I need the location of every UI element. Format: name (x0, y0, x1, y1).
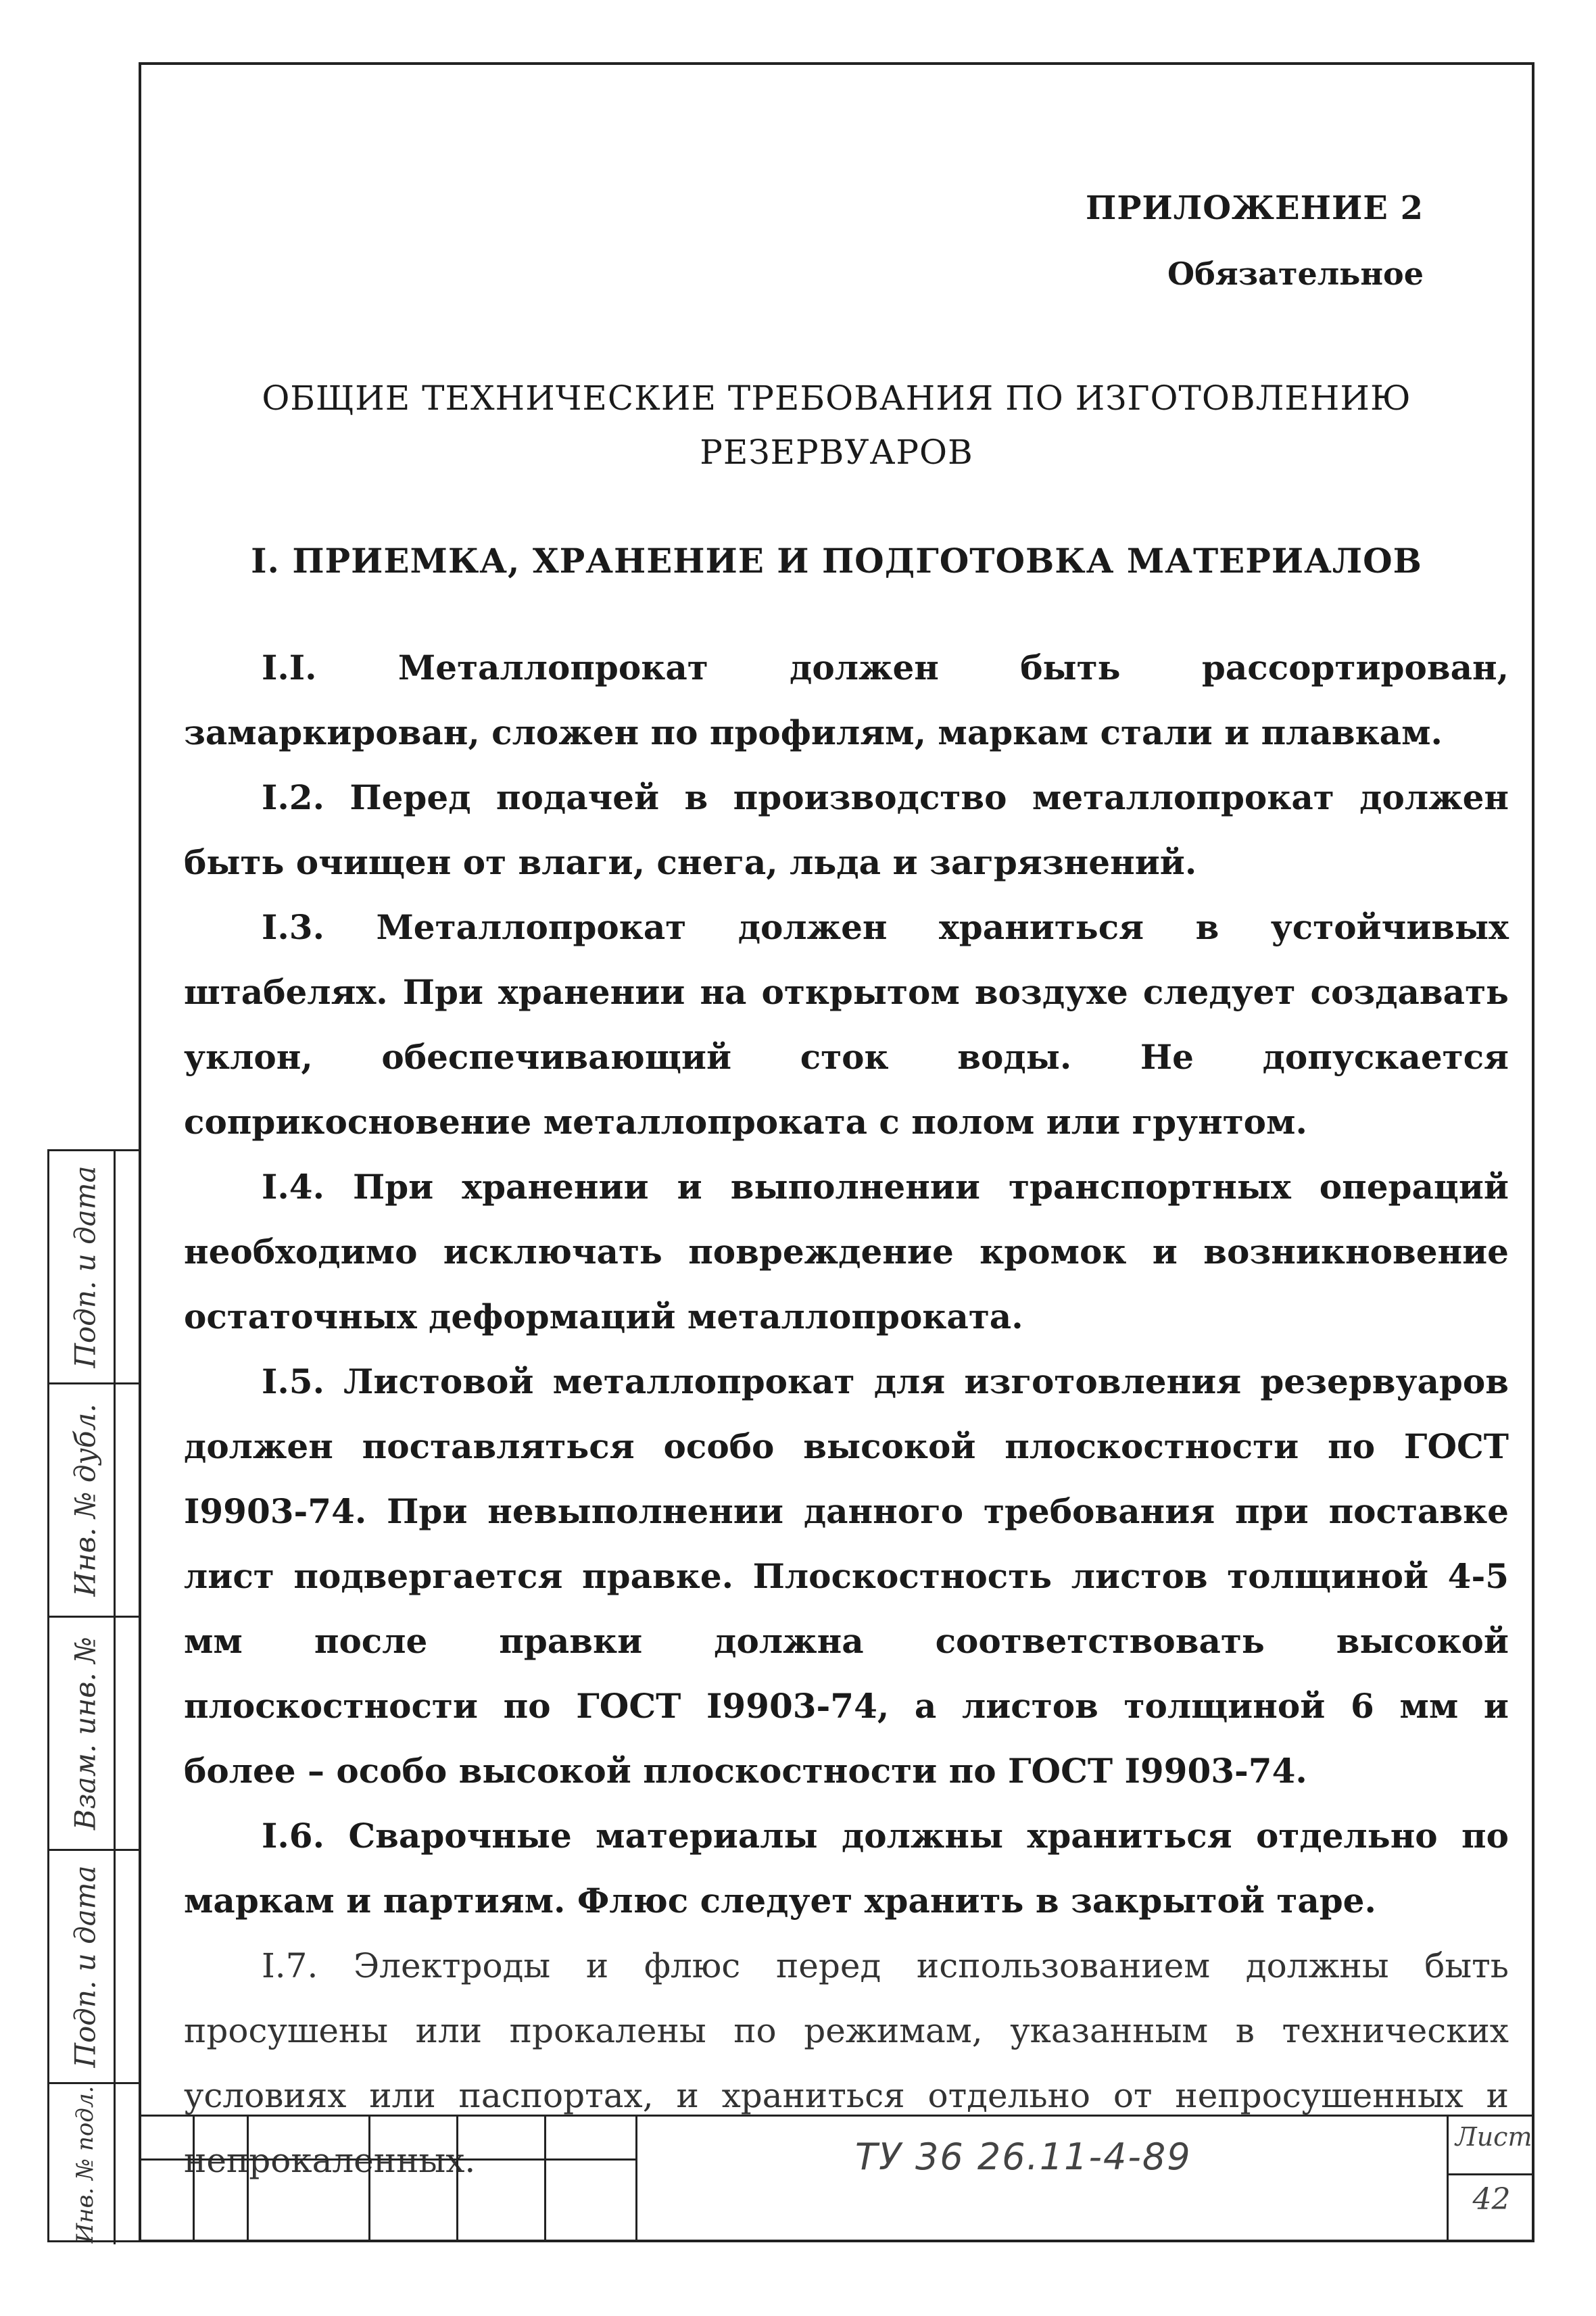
paragraph: I.3. Металлопрокат должен храниться в устойчивых штабелях. При хранении на открытом воздухе следует создавать уклон, обеспечивающий сток воды. Не допускается соприкосновение металлопроката с полом или грунтом. (184, 907, 1509, 1142)
section-heading: I. ПРИЕМКА, ХРАНЕНИЕ И ПОДГОТОВКА МАТЕРИАЛОВ (251, 541, 1422, 581)
paragraph: I.6. Сварочные материалы должны храниться отдельно по маркам и партиям. Флюс следует хранить в закрытой таре. (184, 1816, 1509, 1921)
title-block-col (635, 2117, 637, 2242)
title-block-col (456, 2117, 458, 2242)
title-block-col (193, 2117, 195, 2242)
side-cell-orig-inv (49, 2084, 139, 2244)
paragraph: I.4. При хранении и выполнении транспортных операций необходимо исключать повреждение кромок и возникновение остаточных деформаций металлопроката. (184, 1167, 1509, 1336)
side-divider (114, 1851, 116, 2082)
side-cell-replace-inv (49, 1618, 139, 1851)
side-label: Взам. инв. № (68, 1637, 102, 1830)
paragraph: I.I. Металлопрокат должен быть рассортирован, замаркирован, сложен по профилям, маркам стали и плавкам. (184, 648, 1509, 752)
paragraph: I.5. Листовой металлопрокат для изготовления резервуаров должен поставляться особо высокой плоскостности по ГОСТ I9903-74. При невыполнении данного требования при поставке лист подвергается правке. Плоскостность листов толщиной 4-5 мм после правки должна соответствовать высокой плоскостности по ГОСТ I9903-74, а листов толщиной 6 мм и более – особо высокой плоскостности по ГОСТ I9903-74. (184, 1361, 1509, 1791)
side-label: Инв. № подл. (71, 2085, 99, 2243)
sheet-number: 42 (1449, 2173, 1534, 2217)
side-divider (114, 1151, 116, 1382)
side-cell-dup-inv (49, 1384, 139, 1618)
title-block-col (247, 2117, 249, 2242)
sheet-label: Лист (1455, 2122, 1532, 2152)
side-divider (114, 2084, 116, 2244)
paragraph: I.2. Перед подачей в производство металлопрокат должен быть очищен от влаги, снега, льда и загрязнений. (184, 777, 1509, 882)
document-title-line1: ОБЩИЕ ТЕХНИЧЕСКИЕ ТРЕБОВАНИЯ ПО ИЗГОТОВЛЕНИЮ (262, 379, 1411, 418)
side-divider (114, 1618, 116, 1849)
title-block (139, 2115, 1534, 2242)
sheet-box (1447, 2117, 1534, 2242)
side-label: Инв. № дубл. (68, 1403, 102, 1597)
paragraph: I.7. Электроды и флюс перед использованием должны быть просушены или прокалены по режимам, указанным в технических условиях или паспортах, и храниться отдельно от непросушенных и непрокаленных. (184, 1946, 1509, 2180)
title-block-col (544, 2117, 546, 2242)
title-block-col (368, 2117, 370, 2242)
side-cell-sign-date-1 (49, 1151, 139, 1384)
side-label: Подп. и дата (68, 1165, 102, 1368)
document-code: ТУ 36 26.11-4-89 (855, 2136, 1192, 2178)
appendix-status: Обязательное (1167, 256, 1424, 292)
side-divider (114, 1384, 116, 1616)
side-cell-sign-date-2 (49, 1851, 139, 2084)
side-stamp (47, 1149, 139, 2242)
document-title-line2: РЕЗЕРВУАРОВ (700, 433, 973, 472)
body-text (184, 635, 1509, 2193)
title-block-row (139, 2158, 635, 2161)
side-label: Подп. и дата (68, 1865, 102, 2068)
appendix-label: ПРИЛОЖЕНИЕ 2 (1086, 189, 1424, 227)
